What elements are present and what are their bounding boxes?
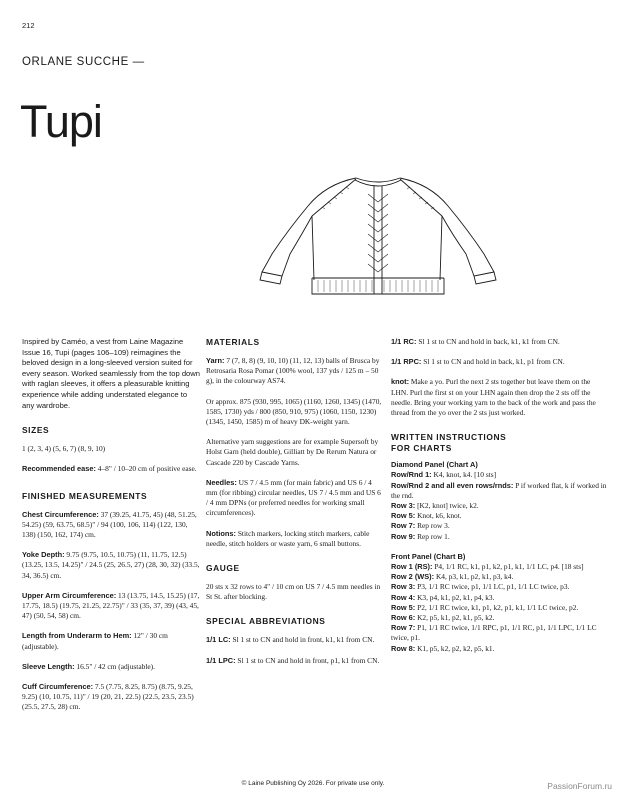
materials-alternatives: Alternative yarn suggestions are for example Supersoft by Holst Garn (held double), Gilliatt by De Rerum Natura or Cascade 220 by Cascade Yarns. [206, 437, 379, 467]
materials-approx: Or approx. 875 (930, 995, 1065) (1160, 1260, 1345) (1470, 1585, 1730) yds / 800 (850, 910, 975) (1060, 1150, 1230) (1345, 1450, 1585) m of heavy DK-weight yarn. [206, 396, 382, 427]
materials-heading: MATERIALS [206, 337, 260, 347]
front-row: Row 2 (WS): K4, p3, k1, p2, k1, p3, k4. [391, 572, 514, 582]
diamond-row: Row/Rnd 2 and all even rows/rnds: P if worked flat, k if worked in the rnd. [391, 480, 607, 500]
intro-text: Inspired by Caméo, a vest from Laine Magazine Issue 16, Tupi (pages 106–109) reimagines the beloved design in a long-sleeved version suited for every season. Worked seamlessly from the top down with raglan sleeves, it offers a pleasurable knitting experience while adding understated elegance to any wardrobe. [22, 337, 200, 410]
abbrev-rpc: 1/1 RPC: Sl 1 st to CN and hold in back, k1, p1 from CN. [391, 357, 565, 367]
abbrev-knot: knot: Make a yo. Purl the next 2 sts together but leave them on the LHN. Purl the first st on your LHN again then drop the 2 sts off the needle. Bring your working yarn to the back of the work and pass the thread from the yo over the 2 sts just worked. [391, 377, 596, 418]
column-left [22, 337, 200, 723]
column-right [391, 337, 607, 664]
abbrev-rc: 1/1 RC: Sl 1 st to CN and hold in back, k1, k1 from CN. [391, 337, 560, 346]
measurement-cuff: Cuff Circumference: 7.5 (7.75, 8.25, 8.75) (8.75, 9.25, 9.25) (10, 10.75, 11)" / 19 (20, 21, 22.5) (22.5, 23.5, 23.5) (25.5, 27.5, 28) cm. [22, 682, 194, 712]
diamond-row: Row 7: Rep row 3. [391, 521, 450, 531]
written-instructions-heading: WRITTEN INSTRUCTIONS FOR CHARTS [391, 432, 507, 454]
gauge-heading: GAUGE [206, 563, 240, 574]
abbrev-lc: 1/1 LC: Sl 1 st to CN and hold in front, k1, k1 from CN. [206, 635, 375, 645]
measurement-chest: Chest Circumference: 37 (39.25, 41.75, 45) (48, 51.25, 54.25) (59, 63.75, 68.5)" / 94 (100, 106, 114) (122, 130, 138) (150, 162, 174) cm. [22, 509, 197, 539]
front-panel-title: Front Panel (Chart B) [391, 551, 466, 561]
front-row: Row 7: P1, 1/1 RC twice, 1/1 RPC, p1, 1/1 RC, p1, 1/1 LPC, 1/1 LC twice, p1. [391, 623, 597, 643]
pattern-title: Tupi [20, 96, 102, 148]
diamond-row: Row/Rnd 1: K4, knot, k4. [10 sts] [391, 470, 497, 480]
materials-notions: Notions: Stitch markers, locking stitch markers, cable needle, stitch holders or waste yarn, 6 small buttons. [206, 528, 370, 548]
measurement-length: Length from Underarm to Hem: 12" / 30 cm (adjustable). [22, 631, 168, 651]
copyright-footer: © Laine Publishing Oy 2026. For private use only. [241, 780, 385, 787]
front-panel-rows [391, 562, 607, 654]
designer-name: ORLANE SUCCHE — [22, 56, 145, 68]
front-row: Row 6: K2, p5, k1, p2, k1, p5, k2. [391, 613, 495, 623]
finished-measurements-heading: FINISHED MEASUREMENTS [22, 490, 148, 501]
recommended-ease: Recommended ease: 4–8" / 10–20 cm of positive ease. [22, 464, 197, 474]
sizes-values: 1 (2, 3, 4) (5, 6, 7) (8, 9, 10) [22, 444, 106, 454]
sizes-heading: SIZES [22, 425, 50, 436]
measurement-sleeve: Sleeve Length: 16.5" / 42 cm (adjustable). [22, 661, 155, 671]
diamond-row: Row 5: Knot, k6, knot. [391, 511, 462, 521]
front-row: Row 1 (RS): P4, 1/1 RC, k1, p1, k2, p1, k1, 1/1 LC, p4. [18 sts] [391, 562, 584, 572]
gauge-text: 20 sts x 32 rows to 4" / 10 cm on US 7 / 4.5 mm needles in St St. after blocking. [206, 582, 381, 602]
measurement-upper-arm: Upper Arm Circumference: 13 (13.75, 14.5, 15.25) (17, 17.75, 18.5) (19.75, 21.25, 22.75)" / 33 (35, 37, 39) (43, 45, 47) (50, 54, 58) cm. [22, 590, 200, 621]
diamond-row: Row 9: Rep row 1. [391, 531, 450, 541]
front-row: Row 8: K1, p5, k2, p2, k2, p5, k1. [391, 643, 495, 653]
front-row: Row 5: P2, 1/1 RC twice, k1, p1, k2, p1, k1, 1/1 LC twice, p2. [391, 602, 579, 612]
measurement-yoke: Yoke Depth: 9.75 (9.75, 10.5, 10.75) (11, 11.75, 12.5) (13.25, 13.5, 14.25)" / 24.5 (25, 26.5, 27) (28, 30, 32) (33.5, 34, 36.5) cm. [22, 550, 200, 580]
page-number: 212 [22, 21, 35, 30]
sweater-illustration [228, 168, 528, 298]
materials-needles: Needles: US 7 / 4.5 mm (for main fabric) and US 6 / 4 mm (for ribbing) circular needles, US 7 / 4.5 mm and US 6 / 4 mm DPNs (or preferred needles for working small circumferences). [206, 477, 381, 518]
front-row: Row 3: P3, 1/1 RC twice, p1, 1/1 LC, p1, 1/1 LC twice, p3. [391, 582, 570, 592]
abbrev-lpc: 1/1 LPC: Sl 1 st to CN and hold in front, p1, k1 from CN. [206, 655, 380, 665]
diamond-panel-rows [391, 470, 607, 541]
diamond-panel-title: Diamond Panel (Chart A) [391, 460, 478, 470]
materials-yarn: Yarn: 7 (7, 8, 8) (9, 10, 10) (11, 12, 13) balls of Brusca by Retrosaria Rosa Pomar (100% wool, 137 yds / 125 m – 50 g), in the colourway AS74. [206, 356, 380, 386]
front-row: Row 4: K3, p4, k1, p2, k1, p4, k3. [391, 592, 495, 602]
watermark: PassionForum.ru [547, 781, 612, 791]
diamond-row: Row 3: [K2, knot] twice, k2. [391, 501, 479, 511]
abbreviations-heading: SPECIAL ABBREVIATIONS [206, 616, 326, 627]
column-middle [206, 337, 384, 676]
